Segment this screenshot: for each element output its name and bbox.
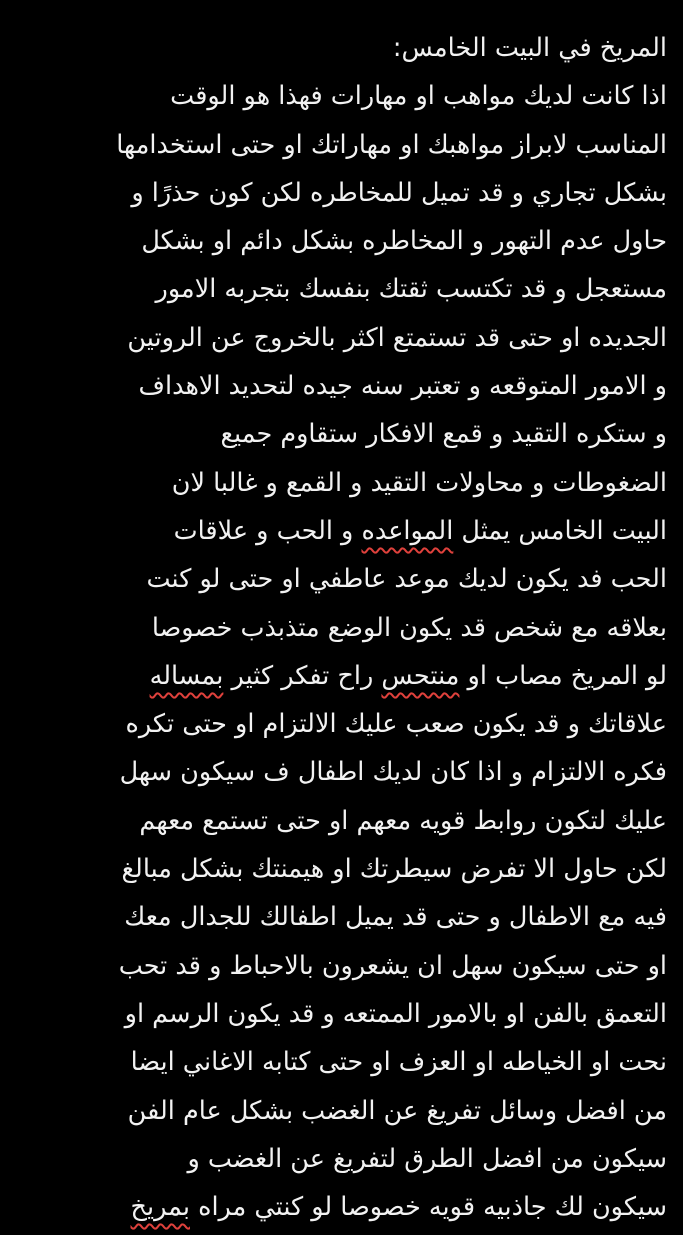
note-line bbox=[14, 173, 667, 221]
note-line bbox=[14, 28, 667, 76]
note-line bbox=[14, 318, 667, 366]
note-line bbox=[14, 366, 667, 414]
note-line bbox=[14, 994, 667, 1042]
note-line bbox=[14, 463, 667, 511]
line-text: الحب فد يكون لديك موعد عاطفي او حتى لو كنت bbox=[146, 564, 667, 595]
line-text: التعمق بالفن او بالامور الممتعه و قد يكون الرسم او bbox=[124, 998, 667, 1029]
line-text: الضغوطات و محاولات التقيد و القمع و غالبا لان bbox=[171, 467, 667, 498]
note-line bbox=[14, 221, 667, 269]
note-text-area[interactable] bbox=[14, 28, 667, 1235]
misspelled-word: بمريخ bbox=[130, 1192, 190, 1223]
note-line bbox=[14, 511, 667, 559]
line-text: و ستكره التقيد و قمع الافكار ستقاوم جميع bbox=[220, 419, 667, 450]
misspelled-word: منتحس bbox=[381, 660, 460, 691]
note-line bbox=[14, 656, 667, 704]
note-line bbox=[14, 269, 667, 317]
note-line bbox=[14, 704, 667, 752]
note-line bbox=[14, 608, 667, 656]
note-line bbox=[14, 125, 667, 173]
note-line bbox=[14, 946, 667, 994]
line-text: سيكون من افضل الطرق لتفريغ عن الغضب و bbox=[187, 1143, 667, 1174]
line-text: اذا كانت لديك مواهب او مهارات فهذا هو الوقت bbox=[170, 81, 667, 112]
note-line bbox=[14, 1042, 667, 1090]
note-line bbox=[14, 897, 667, 945]
note-line bbox=[14, 752, 667, 800]
line-text: او حتى سيكون سهل ان يشعرون بالاحباط و قد تحب bbox=[118, 950, 667, 981]
line-text: لكن حاول الا تفرض سيطرتك او هيمنتك بشكل مبالغ bbox=[121, 854, 667, 885]
line-text: عليك لتكون روابط قويه معهم او حتى تستمع معهم bbox=[139, 805, 667, 836]
line-text: المناسب لابراز مواهبك او مهاراتك او حتى استخدامها bbox=[116, 129, 667, 160]
line-text: نحت او الخياطه او العزف او حتى كتابه الاغاني ايضا bbox=[130, 1047, 667, 1078]
line-text: الجديده او حتى قد تستمتع اكثر بالخروج عن الروتين bbox=[127, 322, 667, 353]
misspelled-word: المواعده bbox=[361, 515, 454, 546]
line-text: بشكل تجاري و قد تميل للمخاطره لكن كون حذرًا و bbox=[131, 177, 667, 208]
line-text: و الحب و علاقات bbox=[173, 515, 362, 546]
line-text: بعلاقه مع شخص قد يكون الوضع متذبذب خصوصا bbox=[151, 612, 667, 643]
line-text: فيه مع الاطفال و حتى قد يميل اطفالك للجدال معك bbox=[124, 902, 667, 933]
line-text: راح تفكر كثير bbox=[223, 660, 382, 691]
note-line bbox=[14, 849, 667, 897]
note-line bbox=[14, 414, 667, 462]
note-line bbox=[14, 1187, 667, 1235]
note-line bbox=[14, 801, 667, 849]
line-text: حاول عدم التهور و المخاطره بشكل دائم او بشكل bbox=[141, 226, 667, 257]
line-text: من افضل وسائل تفريغ عن الغضب بشكل عام الفن bbox=[127, 1095, 667, 1126]
note-line bbox=[14, 559, 667, 607]
line-text: علاقاتك و قد يكون صعب عليك الالتزام او حتى تكره bbox=[125, 709, 667, 740]
note-line bbox=[14, 76, 667, 124]
line-text: مستعجل و قد تكتسب ثقتك بنفسك بتجربه الامور bbox=[155, 274, 667, 305]
line-text: و الامور المتوقعه و تعتبر سنه جيده لتحديد الاهداف bbox=[138, 371, 667, 402]
line-text: فكره الالتزام و اذا كان لديك اطفال ف سيكون سهل bbox=[119, 757, 667, 788]
line-text: البيت الخامس يمثل bbox=[453, 515, 667, 546]
line-text: سيكون لك جاذبيه قويه خصوصا لو كنتي مراه bbox=[189, 1192, 667, 1223]
line-text: المريخ في البيت الخامس: bbox=[392, 33, 667, 63]
note-line bbox=[14, 1091, 667, 1139]
note-line bbox=[14, 1139, 667, 1187]
misspelled-word: بمساله bbox=[149, 660, 224, 691]
line-text: لو المريخ مصاب او bbox=[459, 660, 667, 691]
